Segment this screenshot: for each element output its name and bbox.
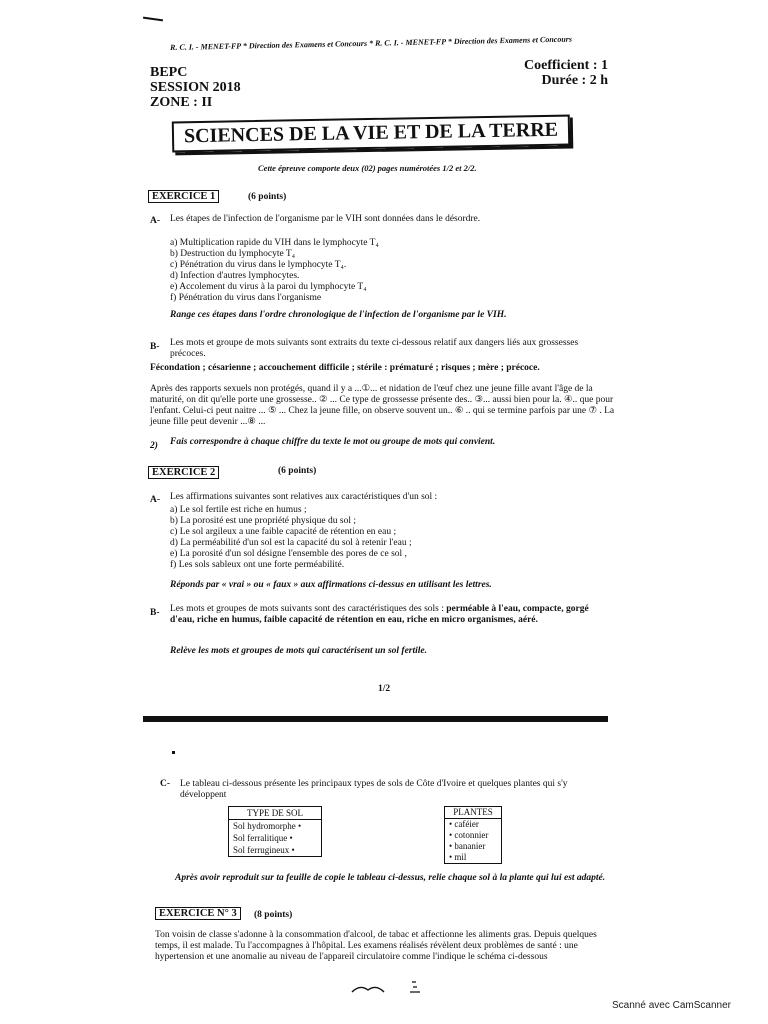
schema-fragment bbox=[350, 978, 440, 998]
ex2-b-marker: B- bbox=[150, 608, 160, 618]
exercise2-points: (6 points) bbox=[278, 466, 317, 476]
table-row: Sol ferralitique • bbox=[233, 833, 293, 843]
list-item: d) La perméabilité d'un sol est la capacité du sol à retenir l'eau ; bbox=[170, 538, 412, 548]
page-subtitle: Cette épreuve comporte deux (02) pages numérotées 1/2 et 2/2. bbox=[258, 163, 477, 173]
exercise1-points: (6 points) bbox=[248, 192, 287, 202]
ex3-text: Ton voisin de classe s'adonne à la consommation d'alcool, de tabac et affectionne les aliments gras. Depuis quelques temps, il est malade. Tu l'accompagnes à l'hôpital. Les examens réalisés révèlent deux problèmes de santé : une hypertension et une anomalie au niveau de l'appareil circulatoire comme l'indique le schéma ci-dessous bbox=[155, 930, 597, 962]
ex2-c-instruction: Après avoir reproduit sur ta feuille de copie le tableau ci-dessus, relie chaque sol à la plante qui lui est adapté. bbox=[175, 873, 606, 883]
ex2-b-words: perméable à l'eau, compacte, gorgé d'eau, riche en humus, faible capacité de rétention en eau, riche en micro organismes, aéré. bbox=[170, 604, 589, 625]
ex1-b-intro: Les mots et groupe de mots suivants sont extraits du texte ci-dessous relatif aux dangers liés aux grossesses précoces. bbox=[170, 338, 579, 359]
list-item: f) Pénétration du virus dans l'organisme bbox=[170, 293, 322, 303]
exam-name: BEPC bbox=[150, 65, 188, 80]
ex1-b-instruction-number: 2) bbox=[150, 441, 158, 451]
list-item: b) Destruction du lymphocyte T₄ bbox=[170, 249, 296, 259]
ex2-a-marker: A- bbox=[150, 495, 161, 505]
ex1-b-instruction: Fais correspondre à chaque chiffre du texte le mot ou groupe de mots qui convient. bbox=[170, 437, 496, 447]
ex1-b-marker: B- bbox=[150, 342, 160, 352]
table-row: • caféier bbox=[449, 819, 479, 829]
plants-table-header: PLANTES bbox=[445, 807, 501, 819]
soil-table-header: TYPE DE SOL bbox=[229, 807, 321, 820]
exercise3-points: (8 points) bbox=[254, 910, 293, 920]
coefficient: Coefficient : 1 bbox=[524, 58, 608, 73]
list-item: b) La porosité est une propriété physique du sol ; bbox=[170, 516, 357, 526]
ex2-b-intro: Les mots et groupes de mots suivants sont des caractéristiques des sols : bbox=[170, 604, 444, 614]
ex1-a-intro: Les étapes de l'infection de l'organisme par le VIH sont données dans le désordre. bbox=[170, 214, 481, 224]
exam-meta bbox=[490, 58, 608, 88]
ex2-a-intro: Les affirmations suivantes sont relatives aux caractéristiques d'un sol : bbox=[170, 492, 438, 502]
table-row: • cotonnier bbox=[449, 830, 489, 840]
ex2-c-intro: Le tableau ci-dessous présente les principaux types de sols de Côte d'Ivoire et quelques plantes qui s'y développent bbox=[180, 779, 568, 800]
list-item: a) Multiplication rapide du VIH dans le lymphocyte T₄ bbox=[170, 238, 379, 248]
page-number: 1/2 bbox=[378, 684, 391, 694]
list-item: f) Les sols sableux ont une forte perméabilité. bbox=[170, 560, 345, 570]
table-row: • mil bbox=[449, 852, 467, 862]
ex2-b-text bbox=[170, 604, 615, 626]
ex1-b-text: Après des rapports sexuels non protégés, quand il y a ...①... et nidation de l'œuf chez une jeune fille avant l'âge de la maturité, on dit qu'elle porte une grossesse.. ② ... Ce type de grossesse présente des.. ③... aussi bien pour la. ④.. que pour l'enfant. Celui-ci peut naitre ... ⑤ ... Chez la jeune fille, on observe souvent un.. ⑥ .. qui se termine parfois par une ⑦ . La jeune fille peut devenir ...⑧ ... bbox=[150, 384, 615, 427]
table-row: • bananier bbox=[449, 841, 486, 851]
exercise2-label: EXERCICE 2 bbox=[148, 466, 219, 479]
ex1-b-words: Fécondation ; césarienne ; accouchement difficile ; stérile : prématuré ; risques ; mère ; précoce. bbox=[150, 363, 540, 373]
list-item: e) Accolement du virus à la paroi du lymphocyte T₄ bbox=[170, 282, 367, 292]
ex2-c-marker: C- bbox=[160, 779, 171, 789]
ex1-a-instruction: Range ces étapes dans l'ordre chronologique de l'infection de l'organisme par le VIH. bbox=[170, 310, 507, 320]
table-row: Sol ferrugineux • bbox=[233, 845, 295, 855]
scan-dot bbox=[172, 751, 175, 754]
ex2-a-list bbox=[170, 505, 590, 571]
list-item: e) La porosité d'un sol désigne l'ensemble des pores de ce sol , bbox=[170, 549, 407, 559]
exam-zone: ZONE : II bbox=[150, 95, 213, 110]
ex1-a-list bbox=[170, 238, 590, 304]
duration: Durée : 2 h bbox=[541, 73, 608, 88]
list-item: d) Infection d'autres lymphocytes. bbox=[170, 271, 300, 281]
ex1-a-marker: A- bbox=[150, 216, 161, 226]
page-title: SCIENCES DE LA VIE ET DE LA TERRE bbox=[172, 115, 571, 153]
plants-table bbox=[444, 806, 502, 864]
soil-type-table bbox=[228, 806, 322, 857]
list-item: c) Le sol argileux a une faible capacité de rétention en eau ; bbox=[170, 527, 397, 537]
exercise3-label: EXERCICE N° 3 bbox=[155, 907, 241, 920]
camscanner-watermark: Scanné avec CamScanner bbox=[612, 1000, 731, 1011]
list-item: c) Pénétration du virus dans le lymphocyte T₄. bbox=[170, 260, 347, 270]
page-divider bbox=[143, 716, 608, 722]
list-item: a) Le sol fertile est riche en humus ; bbox=[170, 505, 307, 515]
exercise1-label: EXERCICE 1 bbox=[148, 190, 219, 203]
table-row: Sol hydromorphe • bbox=[233, 821, 302, 831]
exam-session: SESSION 2018 bbox=[150, 80, 241, 95]
scan-mark bbox=[143, 17, 163, 22]
ex2-b-instruction: Relève les mots et groupes de mots qui caractérisent un sol fertile. bbox=[170, 646, 428, 656]
exam-info bbox=[150, 65, 241, 110]
ex2-a-instruction: Réponds par « vrai » ou « faux » aux affirmations ci-dessus en utilisant les lettres. bbox=[170, 580, 492, 590]
ministry-line: R. C. I. - MENET-FP * Direction des Examens et Concours * R. C. I. - MENET-FP * Direction des Examens et Concours bbox=[170, 34, 573, 52]
